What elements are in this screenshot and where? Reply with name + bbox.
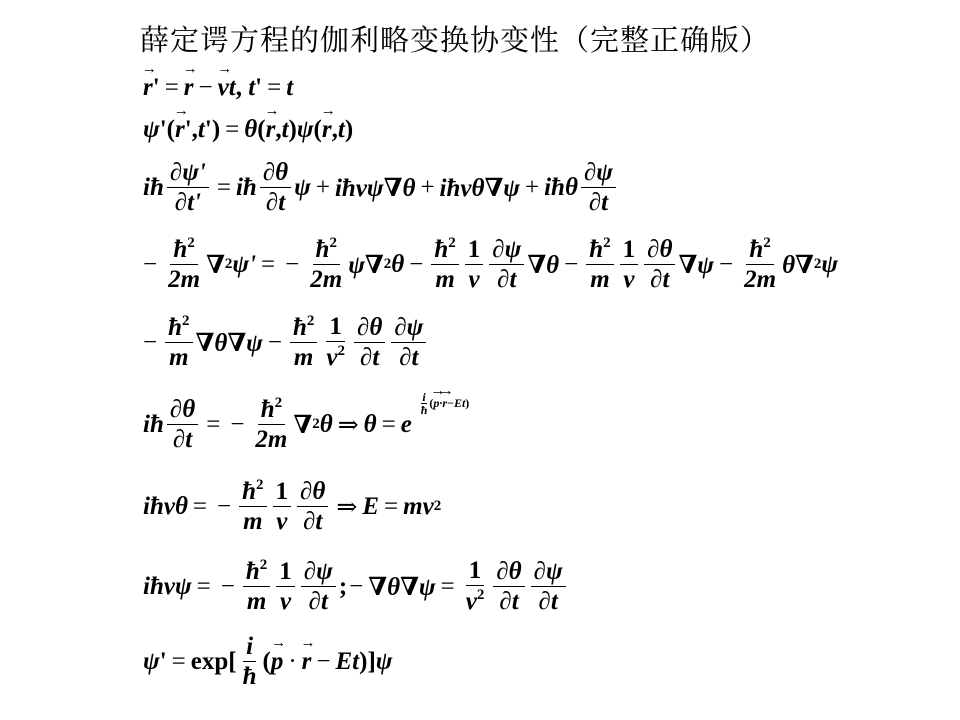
equation-laplacian-expansion: − $\frac{ħ^2}{2m}$ ∇ 2 ψ' = − $\frac{ħ^2}{2m}$ ψ∇ 2 θ − $\frac{ħ^2}{m}$ $\frac{1}{v}$ $\frac{\partial\psi}{\partial t}$ ∇θ − $\frac{ħ^2}{m}$ $\frac{1}{v}$ $\frac{\partial\theta}{\partial t}$ ∇ψ − $\frac{ħ^2}{2m}$ θ∇ 2 ψ xyxy=(143,235,839,294)
page-title: 薛定谔方程的伽利略变换协变性（完整正确版） xyxy=(140,23,771,57)
equation-time-derivative: iħ $\frac{\partial\psi'}{\partial t'}$ = iħ $\frac{\partial\theta}{\partial t}$ ψ + iħvψ∇θ + iħvθ∇ψ + iħθ $\frac{\partial\psi}{\partial t}$ xyxy=(143,160,619,217)
equation-theta-solution: iħ $\frac{\partial\theta}{\partial t}$ = − $\frac{ħ^2}{2m}$ ∇ 2 θ ⇒ θ = e $\frac{i}{ħ}$ ( → p · → r − Et ) xyxy=(143,396,412,454)
equation-wavefunction-transform: ψ'(→ r',t') = θ(→ r,t)ψ(→ r,t) xyxy=(143,116,353,144)
equation-final-result: ψ ' = exp[ $\frac{i}{ħ}$ ( → p · → r − Et )] ψ xyxy=(143,634,392,691)
equation-psi-relations: iħvψ = − $\frac{ħ^2}{m}$ $\frac{1}{v}$ $\frac{\partial\psi}{\partial t}$ ; − ∇θ∇ψ = $\frac{1}{v^2}$ $\frac{\partial\theta}{\partial t}$ $\frac{\partial\psi}{\partial t}$ xyxy=(143,558,569,616)
equation-laplacian-continued: − $\frac{ħ^2}{m}$ ∇θ∇ψ − $\frac{ħ^2}{m}$ $\frac{1}{v^2}$ $\frac{\partial\theta}{\partial t}$ $\frac{\partial\psi}{\partial t}$ xyxy=(143,314,429,372)
equation-galilean-transform: → r' =→ r −→ vt, t' = t xyxy=(143,74,293,102)
equation-energy-relation: iħvθ = − $\frac{ħ^2}{m}$ $\frac{1}{v}$ $\frac{\partial\theta}{\partial t}$ ⇒ E = mv 2 xyxy=(143,477,442,536)
